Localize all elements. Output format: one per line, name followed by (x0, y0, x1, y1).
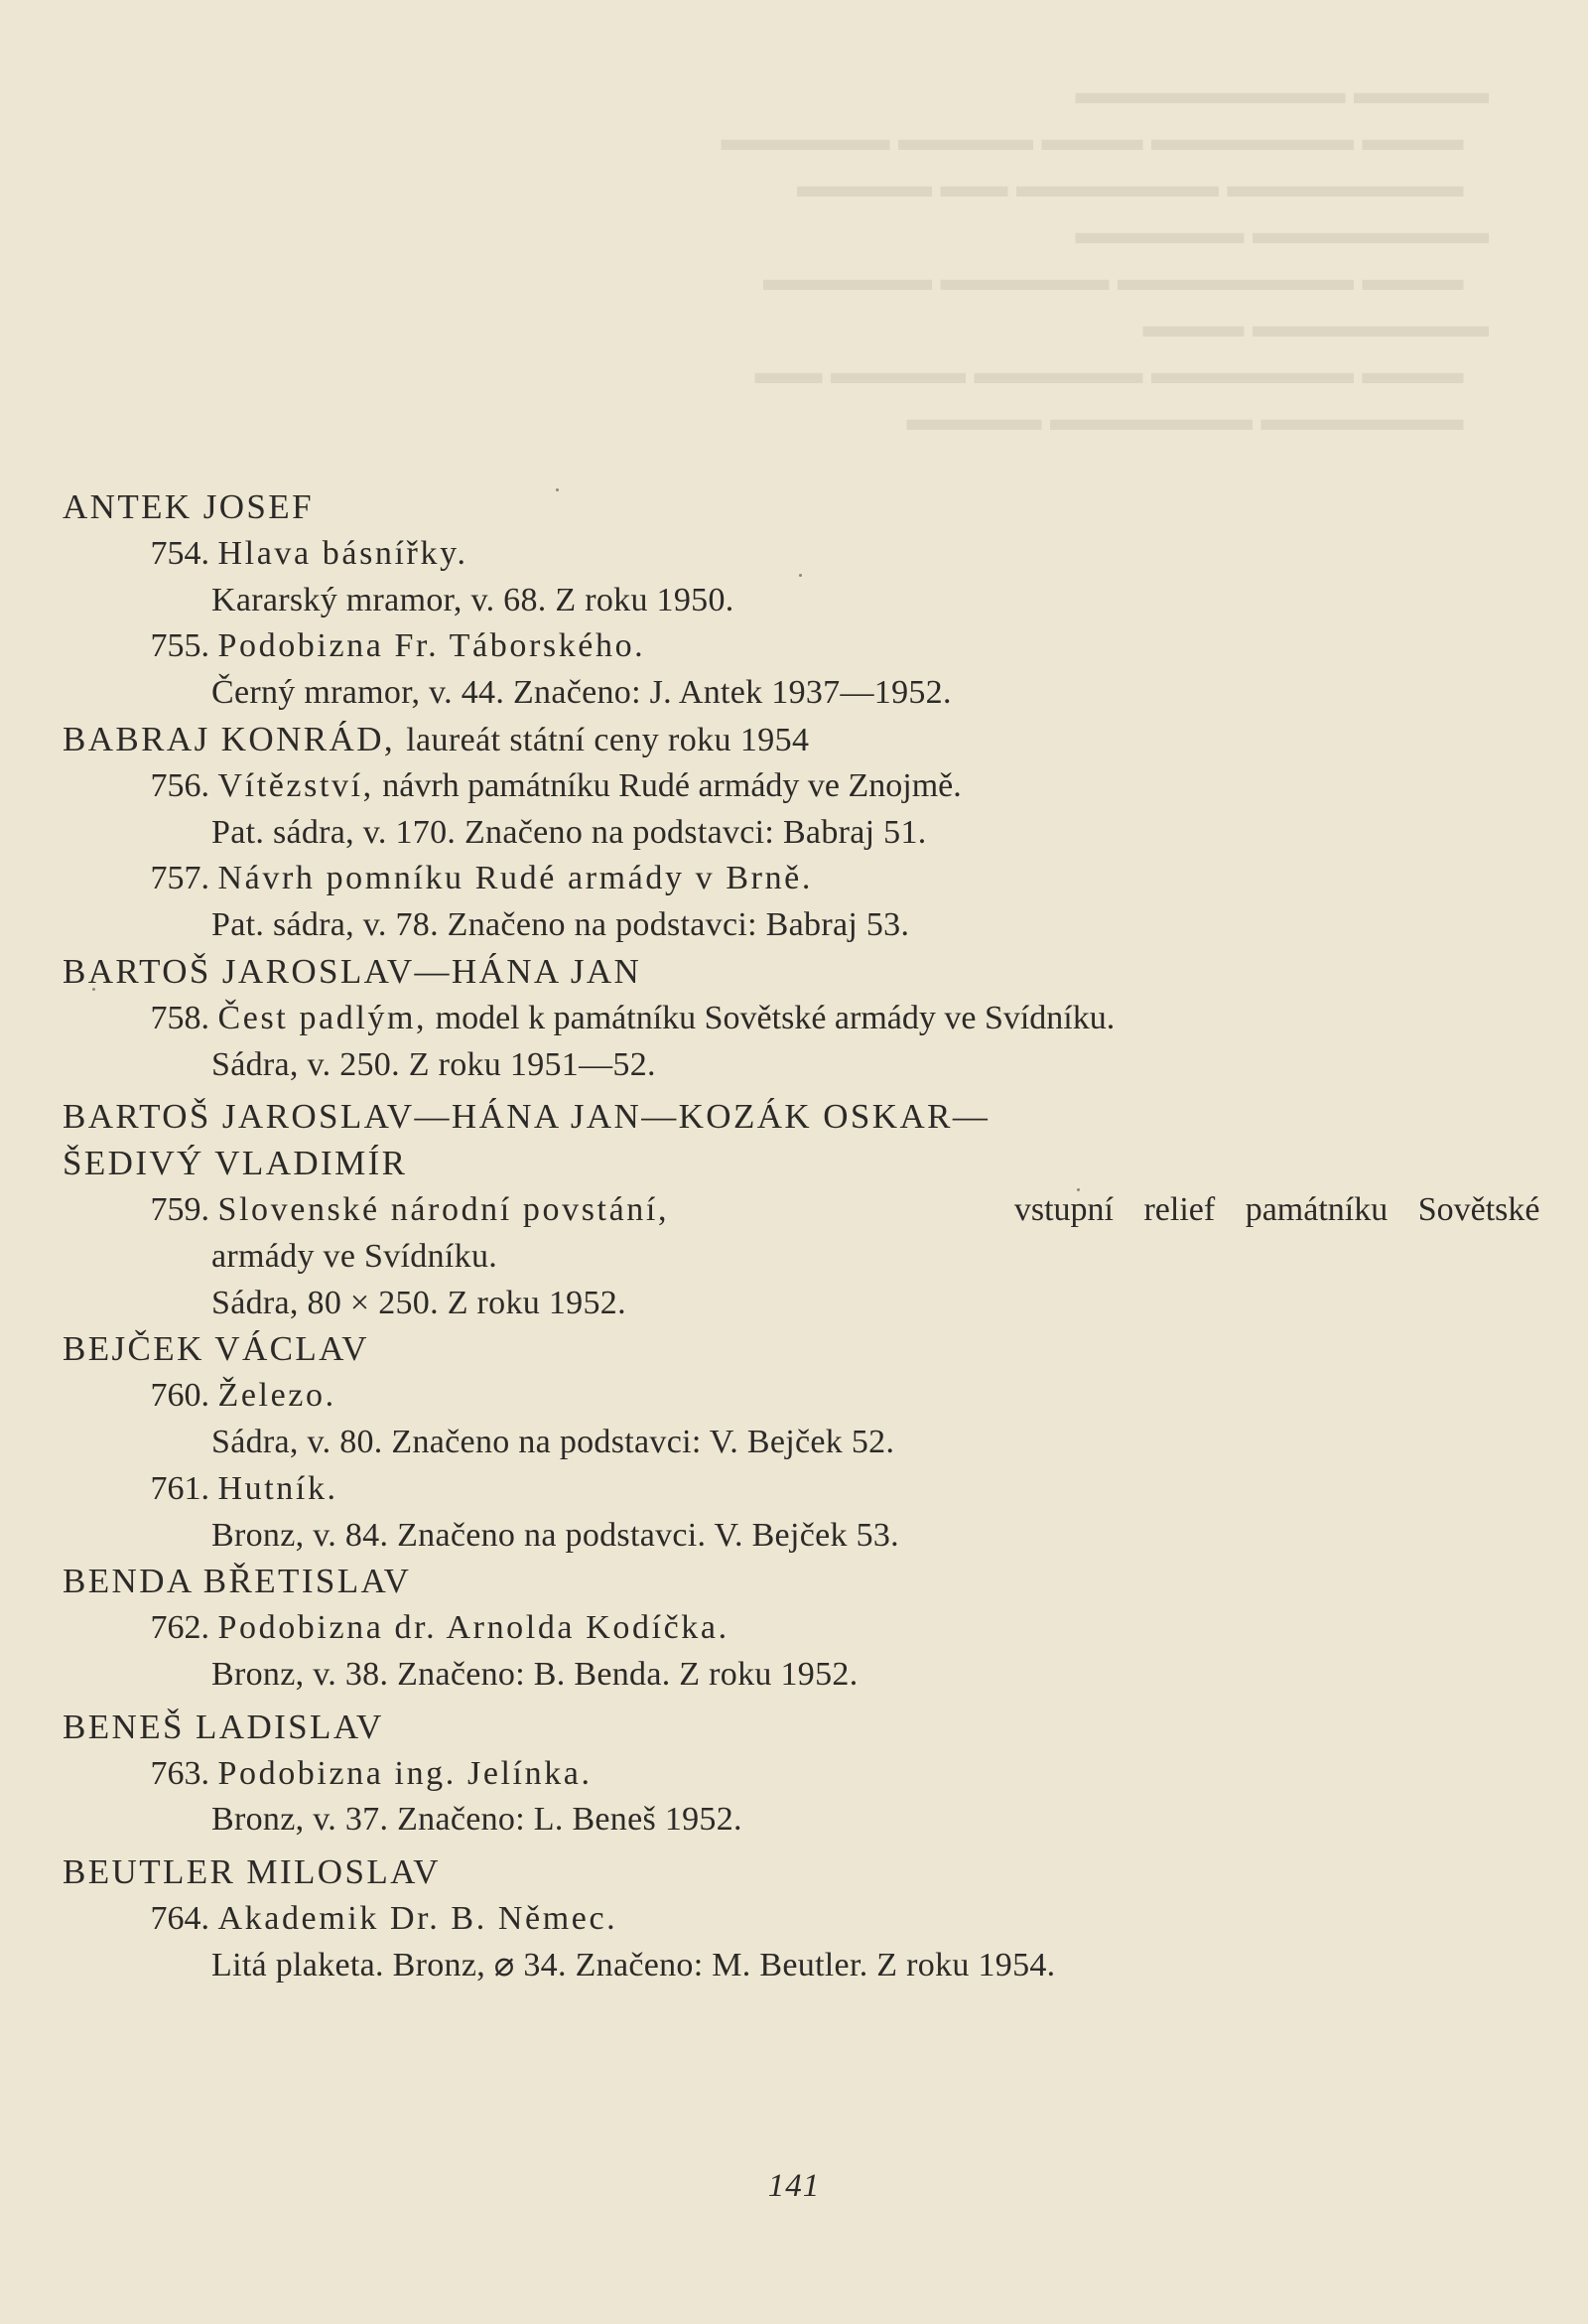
artist-heading: ANTEK JOSEF (63, 487, 314, 526)
entry-number: 754. (150, 534, 209, 572)
entry-number: 758. (150, 999, 209, 1036)
catalog-entry (63, 856, 1531, 902)
entry-number: 764. (150, 1899, 209, 1937)
work-title: Podobizna ing. Jelínka. (217, 1754, 593, 1792)
work-title: Hlava básnířky. (217, 534, 468, 572)
artist-heading: BEUTLER MILOSLAV (63, 1852, 441, 1892)
work-title: Návrh pomníku Rudé armády v Brně. (217, 860, 813, 897)
catalog-entry (63, 1605, 1531, 1652)
artist-heading: BARTOŠ JAROSLAV—HÁNA JAN (63, 951, 642, 991)
artist-heading-continued: ŠEDIVÝ VLADIMÍR (63, 1144, 408, 1183)
work-description: návrh památníku Rudé armády ve Znojmě. (382, 766, 962, 804)
work-description-continued: armády ve Svídníku. (211, 1237, 498, 1275)
work-details: Sádra, v. 80. Značeno na podstavci: V. Bejček 52. (211, 1423, 895, 1460)
work-details: Kararský mramor, v. 68. Z roku 1950. (211, 581, 734, 618)
catalog-entry (63, 763, 1531, 810)
entry-number: 757. (150, 860, 209, 897)
catalog-entry (63, 996, 1531, 1042)
catalog-entry (63, 1751, 1531, 1798)
show-through-texture: ▬▬▬▬ ▬▬▬▬▬▬▬▬ ▬▬▬ ▬▬▬▬▬▬ ▬▬▬ ▬▬▬▬ ▬▬▬▬▬ ▬▬▬▬▬▬▬ ▬▬▬▬▬▬ ▬▬ ▬▬▬▬ ▬▬▬▬▬▬▬ ▬▬▬▬▬ ▬▬▬ ▬▬▬▬▬▬▬ ▬▬▬▬▬ ▬▬▬▬▬ ▬▬▬▬▬▬▬ ▬▬▬ ▬▬▬ ▬▬▬▬▬▬ ▬▬▬▬▬ ▬▬▬▬ ▬▬ ▬▬▬▬▬▬ ▬▬▬▬▬▬ ▬▬▬▬ (721, 74, 1489, 438)
catalog-entry (63, 1896, 1531, 1943)
work-details: Pat. sádra, v. 170. Značeno na podstavci: Babraj 51. (211, 813, 927, 851)
catalog-entry (63, 1466, 1531, 1513)
entry-number: 756. (150, 766, 209, 804)
catalog-entry (63, 623, 1531, 670)
entry-number: 763. (150, 1754, 209, 1792)
catalog-list (63, 484, 1540, 1989)
catalog-entry (63, 1187, 1540, 1234)
work-description: model k památníku Sovětské armády ve Svídníku. (435, 999, 1116, 1036)
work-description: vstupní relief památníku Sovětské (1013, 1190, 1540, 1228)
work-title: Akademik Dr. B. Němec. (217, 1899, 618, 1937)
work-title: Hutník. (217, 1469, 338, 1507)
work-details: Bronz, v. 84. Značeno na podstavci. V. Bejček 53. (211, 1516, 899, 1554)
entry-number: 755. (150, 627, 209, 665)
work-title: Podobizna Fr. Táborského. (217, 627, 646, 665)
work-details: Bronz, v. 37. Značeno: L. Beneš 1952. (211, 1801, 742, 1839)
artist-heading: BABRAJ KONRÁD, laureát státní ceny roku 1954 (63, 719, 810, 758)
work-details: Litá plaketa. Bronz, ⌀ 34. Značeno: M. Beutler. Z roku 1954. (211, 1946, 1056, 1983)
entry-number: 759. (150, 1190, 209, 1228)
entry-number: 762. (150, 1609, 209, 1647)
artist-heading: BENEŠ LADISLAV (63, 1707, 384, 1746)
work-details: Černý mramor, v. 44. Značeno: J. Antek 1937—1952. (211, 674, 952, 712)
artist-note: laureát státní ceny roku 1954 (406, 721, 810, 758)
artist-heading: BARTOŠ JAROSLAV—HÁNA JAN—KOZÁK OSKAR— (63, 1097, 991, 1137)
work-details: Pat. sádra, v. 78. Značeno na podstavci: Babraj 53. (211, 906, 910, 944)
work-title: Slovenské národní povstání, (217, 1190, 670, 1228)
justified-title-line (218, 1187, 1540, 1234)
work-title: Čest padlým, (217, 999, 428, 1036)
work-title: Železo. (217, 1377, 336, 1415)
catalog-entry (63, 1373, 1531, 1420)
page-number: 141 (767, 2168, 821, 2204)
artist-heading: BEJČEK VÁCLAV (63, 1329, 369, 1369)
work-details: Sádra, 80 × 250. Z roku 1952. (211, 1284, 626, 1321)
work-title: Podobizna dr. Arnolda Kodíčka. (217, 1609, 729, 1647)
work-details: Bronz, v. 38. Značeno: B. Benda. Z roku 1952. (211, 1655, 859, 1693)
work-title: Vítězství, (217, 766, 374, 804)
catalog-entry (63, 531, 1531, 578)
work-details: Sádra, v. 250. Z roku 1951—52. (211, 1045, 656, 1083)
entry-number: 761. (150, 1469, 209, 1507)
entry-number: 760. (150, 1377, 209, 1415)
artist-heading: BENDA BŘETISLAV (63, 1562, 412, 1601)
